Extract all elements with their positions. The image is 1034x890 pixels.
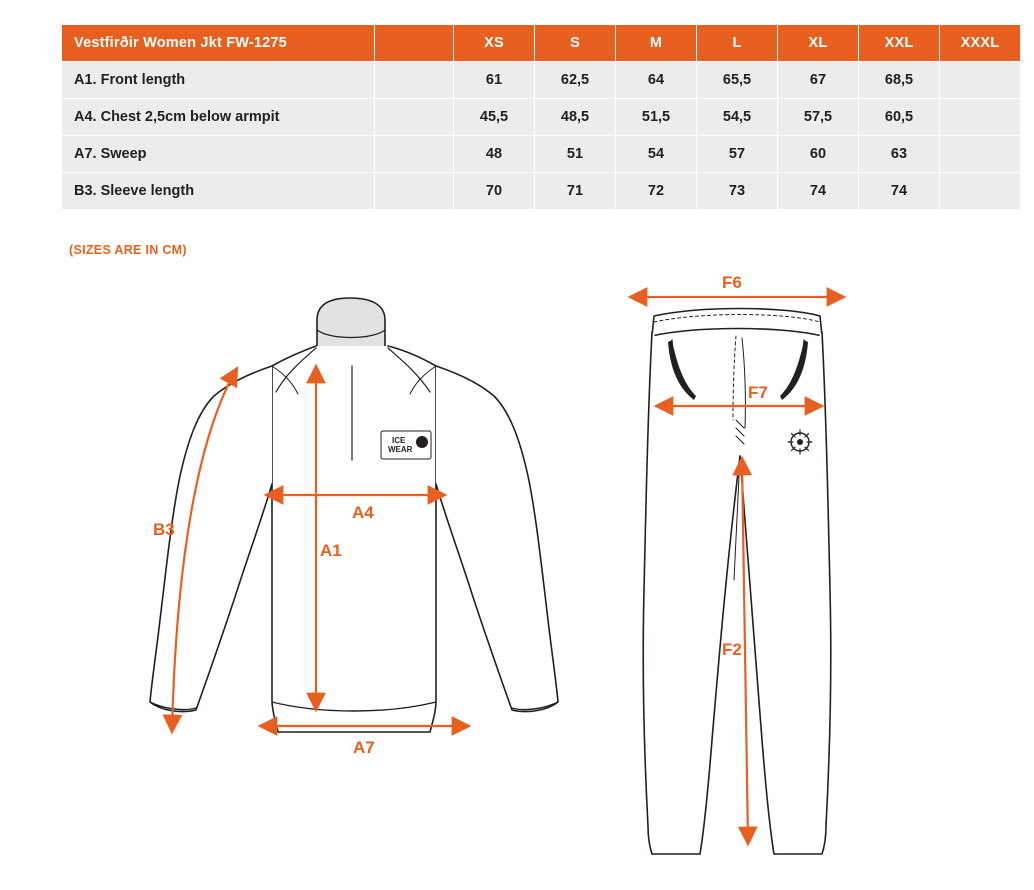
measurement-value xyxy=(940,99,1021,136)
units-note: (SIZES ARE IN CM) xyxy=(69,243,187,257)
measurement-value: 48 xyxy=(454,136,535,173)
zipper-teeth xyxy=(736,420,744,444)
jacket-body xyxy=(272,346,436,732)
measurement-value xyxy=(940,136,1021,173)
size-chart-table xyxy=(61,24,1021,210)
row-spacer-cell xyxy=(375,136,454,173)
pants-fly-edge xyxy=(742,338,745,428)
inseam-label: F2 xyxy=(722,640,742,659)
size-header-xs: XS xyxy=(454,25,535,62)
sweep-label: A7 xyxy=(353,738,375,757)
chest-label: A4 xyxy=(352,503,374,522)
size-header-m: M xyxy=(616,25,697,62)
table-blank-header xyxy=(375,25,454,62)
size-chart-table-wrapper xyxy=(61,24,1001,210)
pants-left-leg xyxy=(643,332,740,854)
measurement-value: 72 xyxy=(616,173,697,210)
measurement-value: 62,5 xyxy=(535,62,616,99)
measurement-label: A4. Chest 2,5cm below armpit xyxy=(62,99,375,136)
jacket-right-sleeve xyxy=(436,366,558,712)
size-header-xl: XL xyxy=(778,25,859,62)
measurement-value: 60,5 xyxy=(859,99,940,136)
measurement-value: 51,5 xyxy=(616,99,697,136)
pants-right-leg xyxy=(740,332,831,854)
measurement-value: 65,5 xyxy=(697,62,778,99)
size-header-s: S xyxy=(535,25,616,62)
measurement-label: A1. Front length xyxy=(62,62,375,99)
row-spacer-cell xyxy=(375,99,454,136)
sleeve-length-label: B3 xyxy=(153,520,175,539)
measurement-value: 70 xyxy=(454,173,535,210)
measurement-value xyxy=(940,173,1021,210)
measurement-value: 63 xyxy=(859,136,940,173)
pants-fly xyxy=(733,336,736,420)
table-row xyxy=(62,99,1021,136)
table-row xyxy=(62,62,1021,99)
table-title-cell: Vestfirðir Women Jkt FW-1275 xyxy=(62,25,375,62)
brand-mark-icon xyxy=(416,436,428,448)
measurement-value: 73 xyxy=(697,173,778,210)
measurement-value xyxy=(940,62,1021,99)
measurement-value: 67 xyxy=(778,62,859,99)
measurement-value: 74 xyxy=(778,173,859,210)
brand-line-1: ICE xyxy=(392,436,406,445)
brand-line-2: WEAR xyxy=(388,445,413,454)
measurement-value: 60 xyxy=(778,136,859,173)
size-header-xxl: XXL xyxy=(859,25,940,62)
table-header-row xyxy=(62,25,1021,62)
measurement-value: 68,5 xyxy=(859,62,940,99)
measurement-value: 51 xyxy=(535,136,616,173)
measurement-label: B3. Sleeve length xyxy=(62,173,375,210)
pants-illustration xyxy=(643,309,831,855)
table-row xyxy=(62,173,1021,210)
size-header-xxxl: XXXL xyxy=(940,25,1021,62)
table-head xyxy=(62,25,1021,62)
measurement-value: 61 xyxy=(454,62,535,99)
measurement-value: 64 xyxy=(616,62,697,99)
measurement-label: A7. Sweep xyxy=(62,136,375,173)
pants-brand-mark-icon xyxy=(788,430,812,454)
measurement-value: 54 xyxy=(616,136,697,173)
waist-label: F6 xyxy=(722,273,742,292)
garment-illustrations xyxy=(0,270,1034,890)
measurement-value: 71 xyxy=(535,173,616,210)
size-header-l: L xyxy=(697,25,778,62)
front-length-label: A1 xyxy=(320,541,342,560)
measurement-value: 48,5 xyxy=(535,99,616,136)
brand-logo xyxy=(381,431,431,459)
pants-waistband xyxy=(652,309,822,337)
table-row xyxy=(62,136,1021,173)
measurement-value: 54,5 xyxy=(697,99,778,136)
row-spacer-cell xyxy=(375,62,454,99)
measurement-value: 57,5 xyxy=(778,99,859,136)
measurement-value: 74 xyxy=(859,173,940,210)
hip-label: F7 xyxy=(748,383,768,402)
measurement-value: 45,5 xyxy=(454,99,535,136)
table-body xyxy=(62,62,1021,210)
row-spacer-cell xyxy=(375,173,454,210)
measurement-value: 57 xyxy=(697,136,778,173)
